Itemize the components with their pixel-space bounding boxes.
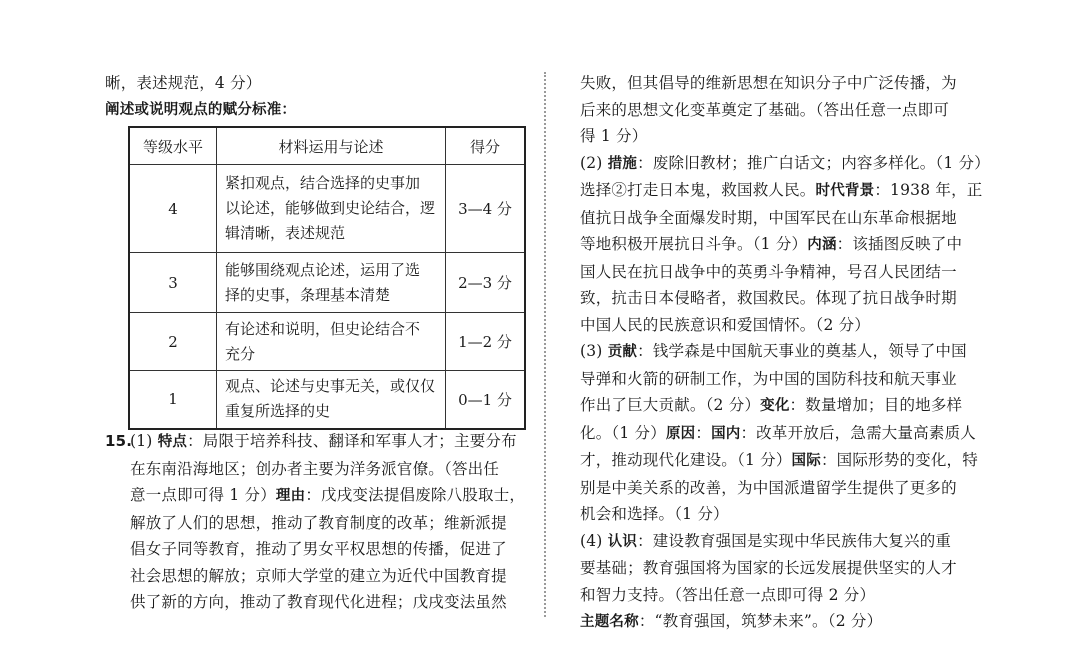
text-run: 才，推动现代化建设。（1 分） bbox=[580, 451, 792, 469]
right-column bbox=[580, 70, 990, 636]
desc-line: 重复所选择的史 bbox=[225, 402, 331, 421]
table-row bbox=[129, 165, 525, 253]
text-line bbox=[580, 177, 983, 205]
text-line: 导弹和火箭的研制工作，为中国的国防科技和航天事业 bbox=[580, 369, 957, 388]
row-level: 1 bbox=[129, 371, 217, 429]
header-desc: 材料运用与论述 bbox=[217, 127, 446, 165]
q15-line: 解放了人们的思想，推动了教育制度的改革；维新派提 bbox=[130, 513, 507, 532]
keyword: 时代背景 bbox=[815, 183, 875, 199]
text-line: 致，抗击日本侵略者，救国救民。体现了抗日战争时期 bbox=[580, 289, 957, 307]
text-line bbox=[580, 392, 980, 420]
text-run: 作出了巨大贡献。（2 分） bbox=[580, 396, 761, 414]
text-line: 和智力支持。（答出任意一点即可得 2 分） bbox=[580, 585, 876, 604]
text-run: ：钱学森是中国航天事业的奠基人，领导了中国 bbox=[637, 342, 967, 360]
text-line bbox=[580, 231, 980, 259]
keyword: 认识 bbox=[607, 533, 638, 550]
keyword: 内涵 bbox=[807, 237, 837, 253]
q15-line: 倡女子同等教育，推动了男女平权思想的传播，促进了 bbox=[130, 540, 507, 558]
text-line bbox=[580, 608, 980, 636]
table-row bbox=[129, 253, 525, 313]
q15-line bbox=[105, 428, 530, 456]
keyword: 措施 bbox=[607, 155, 638, 172]
text-line bbox=[580, 338, 980, 366]
keyword: 原因 bbox=[665, 425, 696, 442]
desc-line: 充分 bbox=[225, 344, 256, 363]
text-run: ：国际形势的变化，特 bbox=[820, 451, 978, 469]
text-line bbox=[580, 528, 980, 556]
column-divider bbox=[544, 72, 546, 617]
text-run: ：该插图反映了中 bbox=[836, 235, 963, 253]
text-line: 中国人民的民族意识和爱国情怀。（2 分） bbox=[580, 315, 871, 334]
text-line: 失败，但其倡导的维新思想在知识分子中广泛传播，为 bbox=[580, 74, 957, 92]
text-run: ：改革开放后，急需大量高素质人 bbox=[740, 423, 976, 442]
text-run: ：“教育强国，筑梦未来”。（2 分） bbox=[638, 612, 883, 630]
row-score: 0—1 分 bbox=[446, 371, 526, 429]
desc-line: 以论述，能够做到史论结合，逻 bbox=[225, 199, 436, 217]
text-run: 化。（1 分） bbox=[580, 423, 666, 442]
text-run: ：建设教育强国是实现中华民族伟大复兴的重 bbox=[637, 531, 952, 550]
row-desc bbox=[217, 371, 446, 429]
text-line: 国人民在抗日战争中的英勇斗争精神，号召人民团结一 bbox=[580, 262, 957, 281]
header-level: 等级水平 bbox=[129, 127, 217, 165]
text-line: 别是中美关系的改善，为中国派遣留学生提供了更多的 bbox=[580, 478, 957, 497]
desc-line: 观点、论述与史事无关，或仅仅 bbox=[225, 377, 436, 396]
table-row bbox=[129, 371, 525, 429]
row-score: 2—3 分 bbox=[446, 253, 526, 313]
text-run: ： bbox=[695, 423, 712, 442]
text-run: ：局限于培养科技、翻译和军事人才；主要分布 bbox=[187, 432, 517, 450]
text-line: 后来的思想文化变革奠定了基础。（答出任意一点即可 bbox=[580, 100, 950, 119]
text-run: ：数量增加；目的地多样 bbox=[789, 396, 963, 414]
keyword: 国际 bbox=[791, 453, 821, 469]
table-header-row bbox=[129, 127, 525, 165]
text-line: 得 1 分） bbox=[580, 127, 648, 145]
row-desc bbox=[217, 165, 446, 253]
keyword: 理由 bbox=[275, 488, 306, 504]
table-row bbox=[129, 313, 525, 371]
row-desc bbox=[217, 253, 446, 313]
q15-line bbox=[105, 482, 530, 510]
part-label: (2) bbox=[580, 153, 608, 172]
q15-line: 供了新的方向，推动了教育现代化进程；戊戌变法虽然 bbox=[130, 593, 507, 611]
desc-line: 紧扣观点，结合选择的史事加 bbox=[225, 174, 421, 192]
text-line: 机会和选择。（1 分） bbox=[580, 505, 729, 523]
row-score: 1—2 分 bbox=[446, 313, 526, 371]
keyword: 变化 bbox=[760, 398, 790, 414]
keyword: 贡献 bbox=[607, 344, 638, 360]
keyword: 国内 bbox=[711, 425, 741, 442]
text-run: 意一点即可得 1 分） bbox=[130, 486, 276, 504]
text-run: ：戊戌变法提倡废除八股取士， bbox=[305, 486, 526, 504]
text-line: 要基础；教育强国将为国家的长远发展提供坚实的人才 bbox=[580, 559, 957, 577]
keyword: 特点 bbox=[157, 434, 188, 450]
question-number: 15. bbox=[105, 432, 133, 450]
desc-line: 择的史事，条理基本清楚 bbox=[225, 285, 391, 304]
text-line bbox=[580, 420, 980, 448]
text-run: ：1938 年，正 bbox=[874, 181, 983, 199]
continued-line: 晰，表述规范，4 分） bbox=[105, 74, 262, 92]
scoring-table bbox=[128, 126, 526, 430]
keyword: 主题名称 bbox=[580, 614, 639, 630]
row-score: 3—4 分 bbox=[446, 165, 526, 253]
text-run: 选择②打走日本鬼，救国救人民。 bbox=[580, 181, 816, 199]
text-run: ：废除旧教材；推广白话文；内容多样化。（1 分） bbox=[637, 153, 990, 172]
desc-line: 有论述和说明，但史论结合不 bbox=[225, 319, 421, 338]
desc-line: 辑清晰，表述规范 bbox=[225, 224, 346, 242]
row-desc bbox=[217, 313, 446, 371]
left-column bbox=[105, 70, 530, 123]
desc-line: 能够围绕观点论述，运用了选 bbox=[225, 260, 421, 279]
criteria-heading: 阐述或说明观点的赋分标准： bbox=[105, 101, 297, 118]
text-line: 值抗日战争全面爆发时期，中国军民在山东革命根据地 bbox=[580, 208, 957, 227]
question-15 bbox=[105, 428, 530, 616]
row-level: 2 bbox=[129, 313, 217, 371]
row-level: 3 bbox=[129, 253, 217, 313]
text-run: 等地积极开展抗日斗争。（1 分） bbox=[580, 235, 808, 253]
part-label: (3) bbox=[580, 342, 608, 360]
row-level: 4 bbox=[129, 165, 217, 253]
q15-line: 社会思想的解放；京师大学堂的建立为近代中国教育提 bbox=[130, 566, 507, 585]
header-score: 得分 bbox=[446, 127, 526, 165]
text-line bbox=[580, 150, 990, 178]
q15-line: 在东南沿海地区；创办者主要为洋务派官僚。（答出任 bbox=[130, 459, 500, 478]
text-line bbox=[580, 447, 980, 475]
part-label: (4) bbox=[580, 531, 608, 550]
part-label: (1) bbox=[130, 432, 158, 450]
